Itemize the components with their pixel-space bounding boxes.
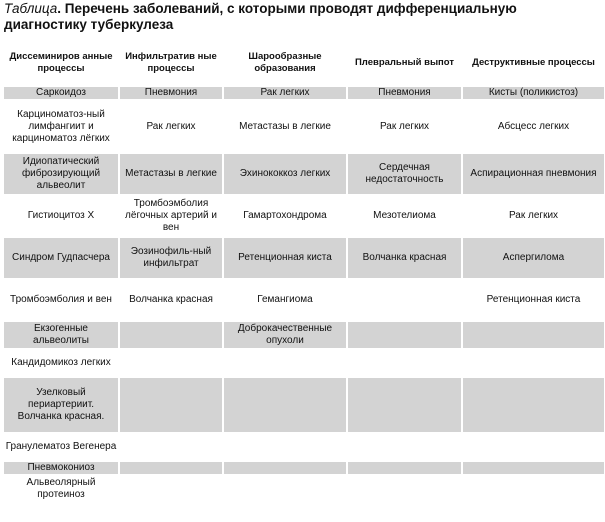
table-cell [348,476,461,502]
header-row [4,41,604,85]
table-cell [463,476,604,502]
table-cell: Рак легких [463,196,604,236]
header-pleural-effusion: Плевральный выпот [348,41,461,85]
table-cell: Эозинофиль-ный инфильтрат [120,238,222,278]
table-cell: Рак легких [348,101,461,152]
caption-separator: . [57,1,65,16]
table-cell: Кисты (поликистоз) [463,87,604,99]
table-cell [348,378,461,432]
table-row [4,101,604,152]
table-cell [463,350,604,376]
table-cell [463,434,604,460]
table-caption [4,1,602,33]
table-cell: Рак легких [224,87,346,99]
table-cell: Узелковый периартериит. Волчанка красная. [4,378,118,432]
table-row [4,434,604,460]
table-cell [224,378,346,432]
table-cell: Карциноматоз-ный лимфангиит и карциноматоз лёгких [4,101,118,152]
table-cell [348,350,461,376]
table-row [4,322,604,348]
table-cell: Мезотелиома [348,196,461,236]
header-disseminated: Диссеминиров анные процессы [4,41,118,85]
table-row [4,238,604,278]
table-cell: Эхинококкоз легких [224,154,346,194]
table-row [4,87,604,99]
table-cell: Гистиоцитоз Х [4,196,118,236]
table-row [4,378,604,432]
table-cell: Волчанка красная [348,238,461,278]
table-cell [348,322,461,348]
table-cell: Гемангиома [224,280,346,320]
table-cell [463,462,604,474]
table-row [4,280,604,320]
table-cell [224,434,346,460]
table-cell: Тромбоэмболия лёгочных артерий и вен [120,196,222,236]
table-cell: Тромбоэмболия и вен [4,280,118,320]
differential-diagnosis-table [2,39,605,504]
table-cell [120,322,222,348]
table-cell: Метастазы в легкие [224,101,346,152]
header-infiltrative: Инфильтратив ные процессы [120,41,222,85]
table-cell [224,476,346,502]
table-cell: Кандидомикоз легких [4,350,118,376]
table-cell: Метастазы в легкие [120,154,222,194]
caption-title: Перечень заболеваний, с которыми проводят дифференциальную диагностику туберкулеза [4,1,517,32]
table-cell [463,322,604,348]
table-cell: Пневмония [120,87,222,99]
table-cell: Идиопатический фиброзирующий альвеолит [4,154,118,194]
table-cell [120,350,222,376]
table-cell: Ретенционная киста [463,280,604,320]
table-cell: Альвеолярный протеиноз [4,476,118,502]
table-cell [120,462,222,474]
caption-lead: Таблица [4,1,58,16]
table-cell: Доброкачественные опухоли [224,322,346,348]
table-cell: Волчанка красная [120,280,222,320]
table-cell [348,462,461,474]
header-spherical: Шарообразные образования [224,41,346,85]
table-cell: Ретенционная киста [224,238,346,278]
table-cell [120,476,222,502]
table-cell [463,378,604,432]
table-row [4,154,604,194]
table-cell: Екзогенные альвеолиты [4,322,118,348]
table-row [4,462,604,474]
table-cell: Аспергилома [463,238,604,278]
table-cell: Пневмокониоз [4,462,118,474]
header-destructive: Деструктивные процессы [463,41,604,85]
table-cell: Саркоидоз [4,87,118,99]
table-cell [120,434,222,460]
table-cell [120,378,222,432]
table-cell: Рак легких [120,101,222,152]
table-cell: Сердечная недостаточность [348,154,461,194]
table-cell [348,280,461,320]
table-cell: Абсцесс легких [463,101,604,152]
table-cell [224,462,346,474]
table-row [4,350,604,376]
table-row [4,196,604,236]
table-cell: Гамартохондрома [224,196,346,236]
table-cell: Синдром Гудпасчера [4,238,118,278]
table-cell: Аспирационная пневмония [463,154,604,194]
table-row [4,476,604,502]
table-cell: Гранулематоз Вегенера [4,434,118,460]
table-cell [224,350,346,376]
table-cell [348,434,461,460]
table-cell: Пневмония [348,87,461,99]
